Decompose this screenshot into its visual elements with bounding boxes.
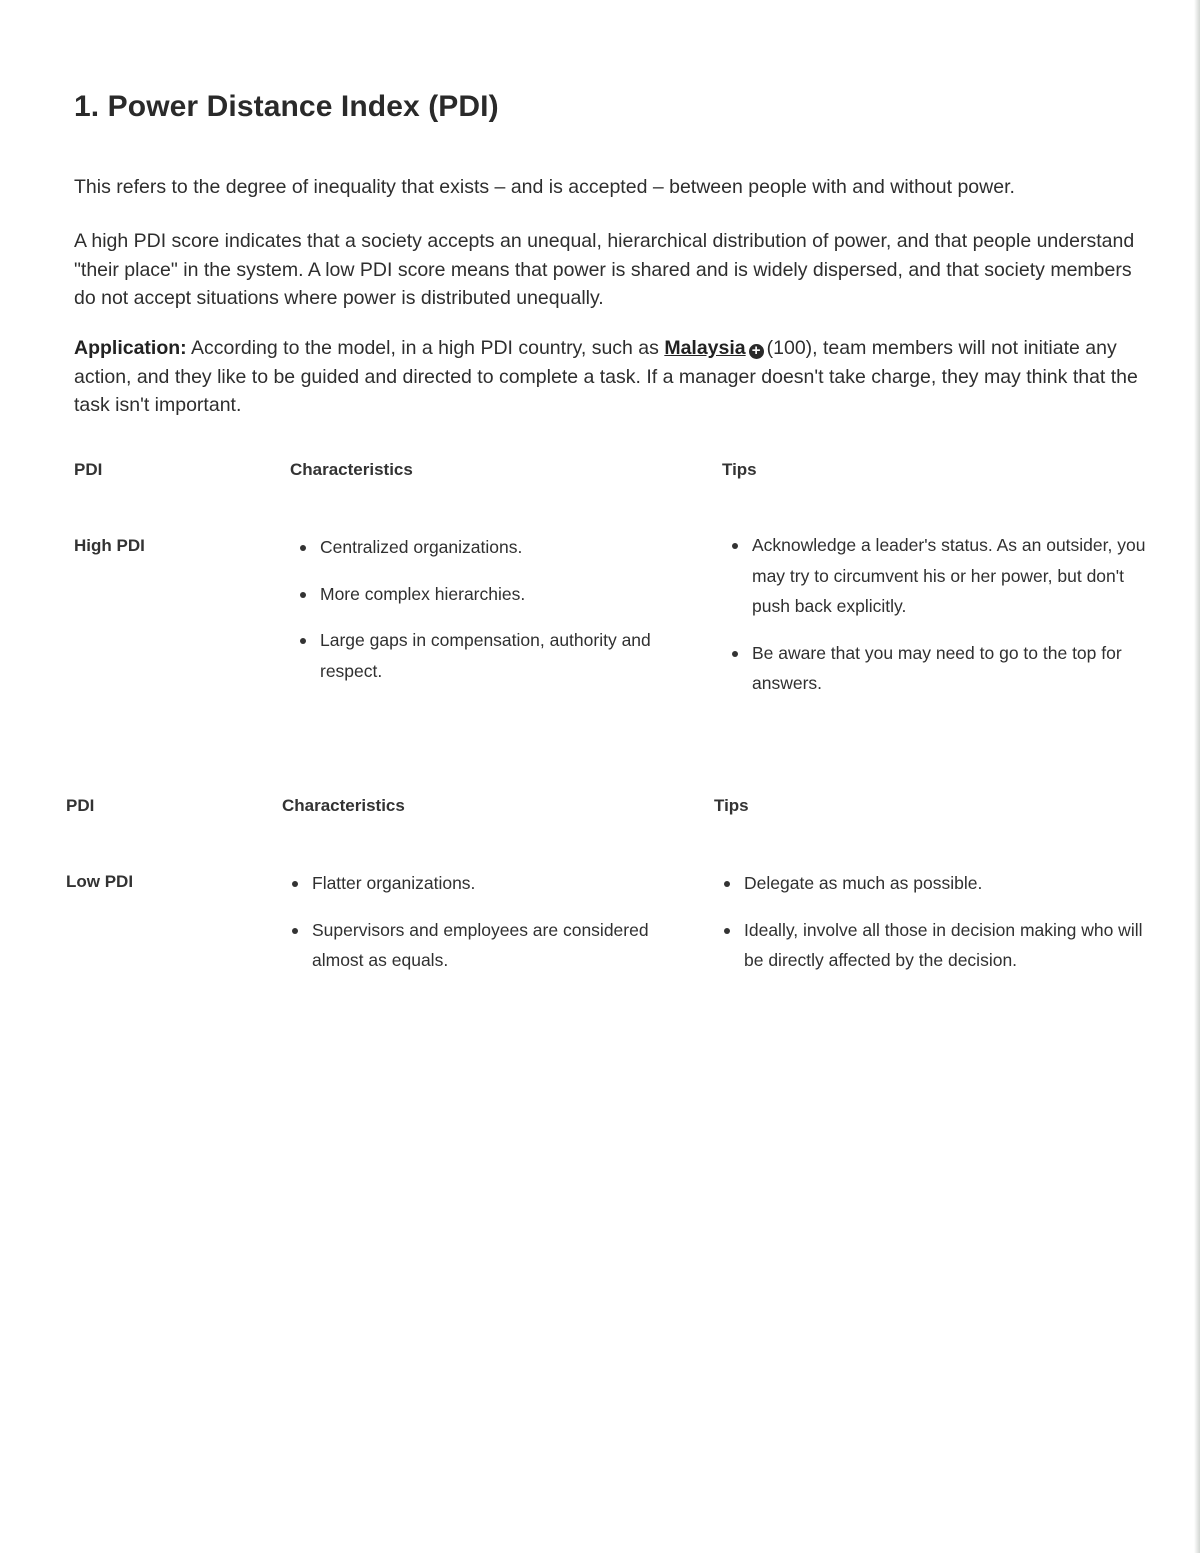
header-tips: Tips	[722, 460, 757, 479]
page-title: 1. Power Distance Index (PDI)	[74, 90, 499, 123]
header-tips: Tips	[714, 796, 749, 815]
list-item: Flatter organizations.	[282, 868, 692, 899]
header-pdi: PDI	[66, 796, 95, 815]
list-item: Be aware that you may need to go to the top for answers.	[722, 638, 1152, 699]
list-item: More complex hierarchies.	[290, 579, 700, 610]
characteristics-list	[290, 532, 700, 702]
intro-paragraph: This refers to the degree of inequality that exists – and is accepted – between people with and without power.	[74, 176, 1015, 198]
application-text-before: According to the model, in a high PDI country, such as	[191, 337, 659, 359]
header-pdi: PDI	[74, 460, 103, 479]
list-item: Centralized organizations.	[290, 532, 700, 563]
country-link-malaysia[interactable]: Malaysia	[664, 337, 746, 359]
application-paragraph	[74, 334, 1154, 420]
low-pdi-table	[66, 796, 1186, 1016]
header-characteristics: Characteristics	[290, 460, 413, 479]
list-item: Ideally, involve all those in decision making who will be directly affected by the decision.	[714, 915, 1144, 976]
scan-edge-shadow	[1194, 0, 1200, 1553]
list-item: Supervisors and employees are considered almost as equals.	[282, 915, 692, 976]
list-item: Acknowledge a leader's status. As an outsider, you may try to circumvent his or her power, but don't push back explicitly.	[722, 530, 1152, 622]
plus-circle-icon[interactable]: +	[749, 344, 764, 359]
row-label-high-pdi: High PDI	[74, 536, 145, 555]
explanation-paragraph: A high PDI score indicates that a society accepts an unequal, hierarchical distribution of power, and that people understand "their place" in the system. A low PDI score means that power is shared and is widely dispersed, and that society members do not accept situations where power is distributed unequally.	[74, 230, 1135, 309]
list-item: Large gaps in compensation, authority and respect.	[290, 625, 700, 686]
high-pdi-table	[74, 460, 1194, 693]
characteristics-list	[282, 868, 692, 992]
application-text-after: (100), team members will not initiate any action, and they like to be guided and directed to complete a task. If a manager doesn't take charge, they may think that the task isn't important.	[74, 337, 1138, 416]
header-characteristics: Characteristics	[282, 796, 405, 815]
tips-list	[722, 530, 1152, 715]
tips-list	[714, 868, 1144, 992]
row-label-low-pdi: Low PDI	[66, 872, 134, 891]
application-label: Application:	[74, 337, 187, 359]
list-item: Delegate as much as possible.	[714, 868, 1144, 899]
